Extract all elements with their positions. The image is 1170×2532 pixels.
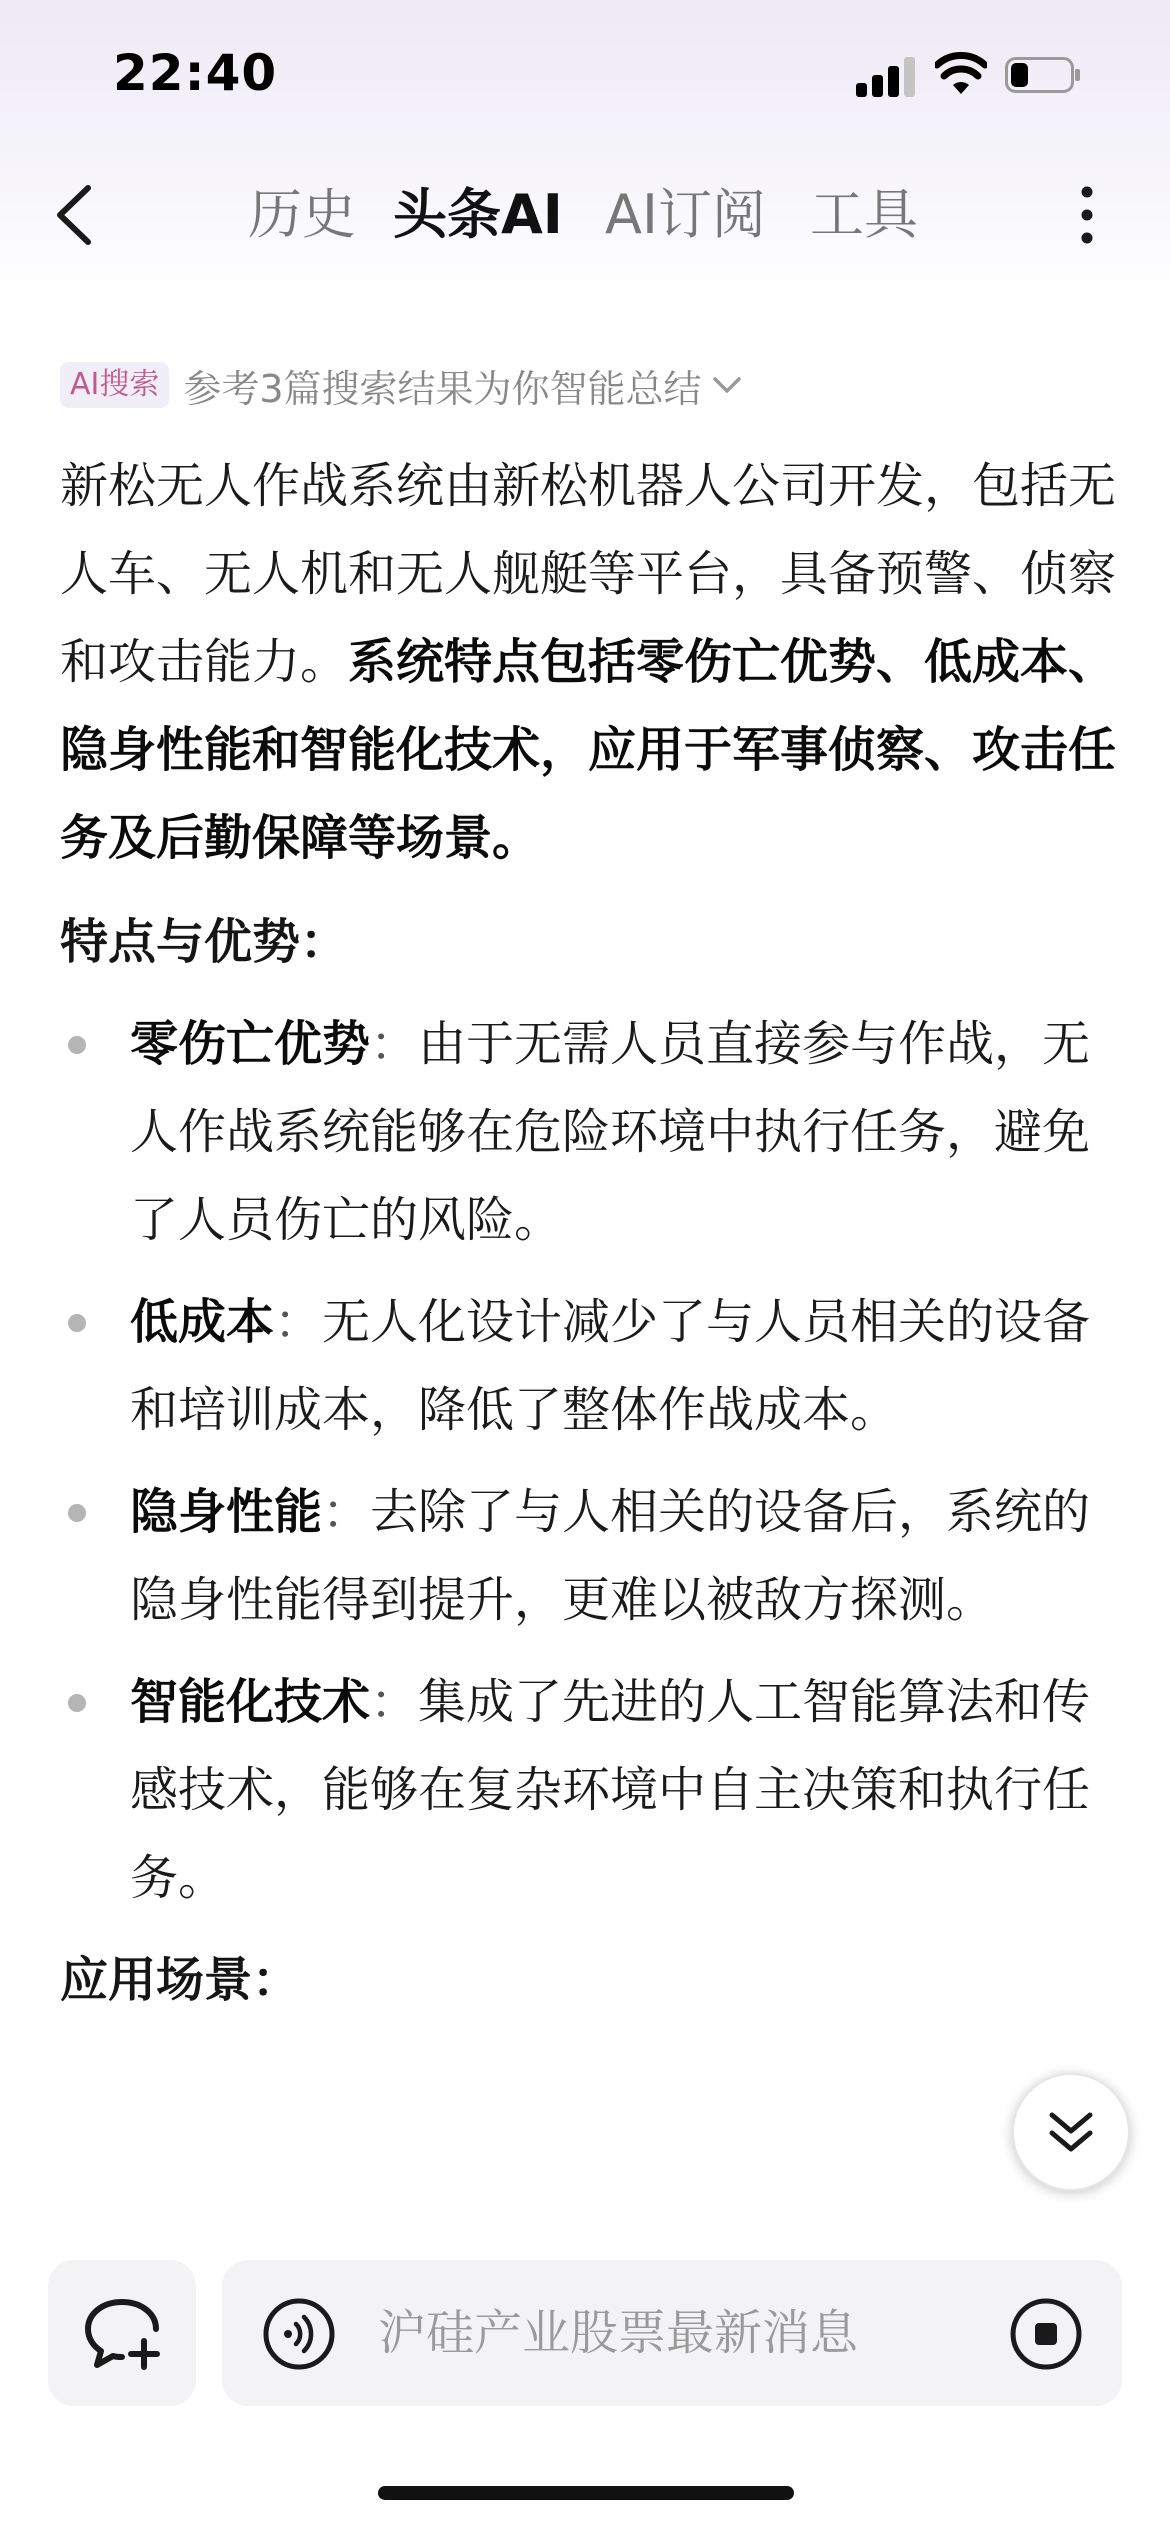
feature-term: 零伤亡优势 (130, 1016, 371, 1072)
feature-colon: ： (370, 1016, 419, 1072)
answer-intro-bold: 系统特点包括零伤亡优势、低成本、隐身性能和智能化技术，应用于军事侦察、攻击任务及后勤保障等场景。 (60, 634, 1117, 866)
chevron-left-icon[interactable] (50, 182, 100, 248)
double-chevron-down-icon (1044, 2105, 1098, 2159)
ai-search-summary-text: 参考3篇搜索结果为你智能总结 (183, 366, 702, 411)
list-item (60, 1000, 1120, 1264)
top-navigation (0, 160, 1170, 270)
tab-history[interactable]: 历史 (248, 183, 356, 246)
feature-term: 低成本 (130, 1294, 275, 1350)
answer-intro-plain: 新松无人作战系统由新松机器人公司开发，包括无人车、无人机和无人舰艇等平台，具备预警、侦察和攻击能力。 (60, 458, 1117, 690)
status-bar (0, 0, 1170, 150)
feature-term: 隐身性能 (130, 1484, 323, 1540)
status-time: 22:40 (113, 44, 278, 102)
vertical-ellipsis-icon[interactable] (1072, 182, 1102, 248)
feature-text: 集成了先进的人工智能算法和传感技术，能够在复杂环境中自主决策和执行任务。 (130, 1674, 1091, 1906)
tab-toutiao-ai[interactable]: 头条AI (393, 183, 563, 246)
list-item (60, 1658, 1120, 1922)
scroll-to-bottom-button[interactable] (1012, 2073, 1130, 2191)
ai-search-summary-toggle[interactable] (60, 360, 744, 410)
bullet-dot (68, 1694, 86, 1712)
new-chat-bubble-icon (82, 2296, 164, 2372)
input-placeholder: 沪硅产业股票最新消息 (378, 2305, 859, 2361)
feature-term: 智能化技术 (130, 1674, 371, 1730)
ai-search-badge: AI搜索 (60, 362, 169, 408)
bottom-input-bar (0, 2232, 1170, 2432)
new-chat-button[interactable] (48, 2260, 196, 2406)
ai-answer-content (60, 442, 1120, 2024)
bullet-dot (68, 1314, 86, 1332)
feature-colon: ： (322, 1484, 371, 1540)
battery-icon (1005, 57, 1081, 93)
chevron-down-icon (710, 370, 744, 400)
cellular-signal-icon (856, 55, 916, 97)
tab-ai-subscription[interactable]: AI订阅 (605, 183, 766, 246)
chat-input-field[interactable] (222, 2260, 1122, 2406)
voice-wave-icon[interactable] (262, 2297, 336, 2371)
home-indicator (378, 2486, 794, 2500)
section-title-scenarios: 应用场景： (60, 1952, 301, 2008)
stop-icon[interactable] (1008, 2296, 1084, 2372)
feature-colon: ： (370, 1674, 419, 1730)
feature-text: 去除了与人相关的设备后，系统的隐身性能得到提升，更难以被敌方探测。 (130, 1484, 1091, 1628)
answer-intro (60, 442, 1120, 882)
list-item (60, 1468, 1120, 1644)
feature-colon: ： (274, 1294, 323, 1350)
feature-text: 由于无需人员直接参与作战，无人作战系统能够在危险环境中执行任务，避免了人员伤亡的风险。 (130, 1016, 1091, 1248)
wifi-icon (935, 52, 987, 96)
tab-tools[interactable]: 工具 (810, 183, 918, 246)
section-title-features: 特点与优势： (60, 914, 349, 970)
bullet-dot (68, 1036, 86, 1054)
feature-text: 无人化设计减少了与人员相关的设备和培训成本，降低了整体作战成本。 (130, 1294, 1091, 1438)
list-item (60, 1278, 1120, 1454)
bullet-dot (68, 1504, 86, 1522)
features-list (60, 1000, 1120, 1922)
